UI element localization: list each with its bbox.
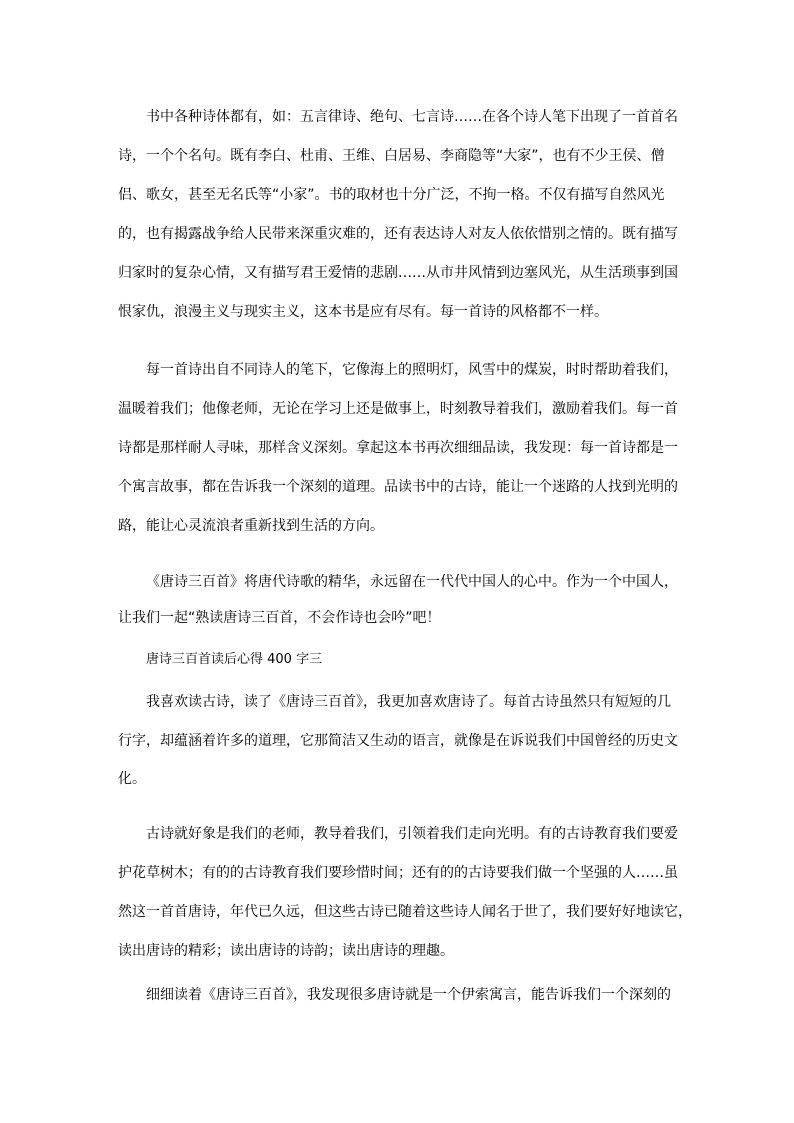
text-line: 的，也有揭露战争给人民带来深重灾难的，还有表达诗人对友人依依惜别之情的。既有描写 <box>118 226 678 242</box>
text-line: 行字，却蕴涵着许多的道理，它那简洁又生动的语言，就像是在诉说我们中国曾经的历史文 <box>118 733 678 749</box>
text-line: 温暖着我们；他像老师，无论在学习上还是做事上，时刻教导着我们，激励着我们。每一首 <box>118 401 678 417</box>
text-line: 诗都是那样耐人寻味，那样含义深刻。拿起这本书再次细细品读，我发现：每一首诗都是一 <box>118 440 678 456</box>
text-line: 护花草树木；有的的古诗教育我们要珍惜时间；还有的的古诗要我们做一个坚强的人……虽 <box>118 865 678 881</box>
text-line: 古诗就好象是我们的老师，教导着我们，引领着我们走向光明。有的古诗教育我们要爱 <box>146 826 678 842</box>
text-line: 然这一首首唐诗，年代已久远，但这些古诗已随着这些诗人闻名于世了，我们要好好地读它， <box>118 904 692 920</box>
text-line: 读出唐诗的精彩；读出唐诗的诗韵；读出唐诗的理趣。 <box>118 943 454 959</box>
text-line: 归家时的复杂心情，又有描写君王爱情的悲剧……从市井风情到边塞风光，从生活琐事到国 <box>118 265 678 281</box>
text-line: 《唐诗三百首》将唐代诗歌的精华，永远留在一代代中国人的心中。作为一个中国人， <box>146 574 678 590</box>
text-line: 恨家仇，浪漫主义与现实主义，这本书是应有尽有。每一首诗的风格都不一样。 <box>118 304 608 320</box>
text-line: 个寓言故事，都在告诉我一个深刻的道理。品读书中的古诗，能让一个迷路的人找到光明的 <box>118 479 678 495</box>
text-line: 路，能让心灵流浪者重新找到生活的方向。 <box>118 518 384 534</box>
text-line: 侣、歌女，甚至无名氏等“小家”。书的取材也十分广泛，不拘一格。不仅有描写自然风光 <box>118 187 665 203</box>
text-line: 每一首诗出自不同诗人的笔下，它像海上的照明灯，风雪中的煤炭，时时帮助着我们， <box>146 362 678 378</box>
text-line: 让我们一起“熟读唐诗三百首，不会作诗也会吟”吧！ <box>118 610 441 626</box>
heading-text: 唐诗三百首读后心得 400 字三 <box>146 652 323 667</box>
text-line: 书中各种诗体都有，如：五言律诗、绝句、七言诗……在各个诗人笔下出现了一首首名 <box>146 109 678 125</box>
text-line: 化。 <box>118 771 146 787</box>
text-line: 诗，一个个名句。既有李白、杜甫、王维、白居易、李商隐等“大家”，也有不少王侯、僧 <box>118 148 665 164</box>
text-line: 细细读着《唐诗三百首》，我发现很多唐诗就是一个伊索寓言，能告诉我们一个深刻的 <box>146 987 671 1003</box>
text-line: 我喜欢读古诗，读了《唐诗三百首》，我更加喜欢唐诗了。每首古诗虽然只有短短的几 <box>146 694 671 710</box>
